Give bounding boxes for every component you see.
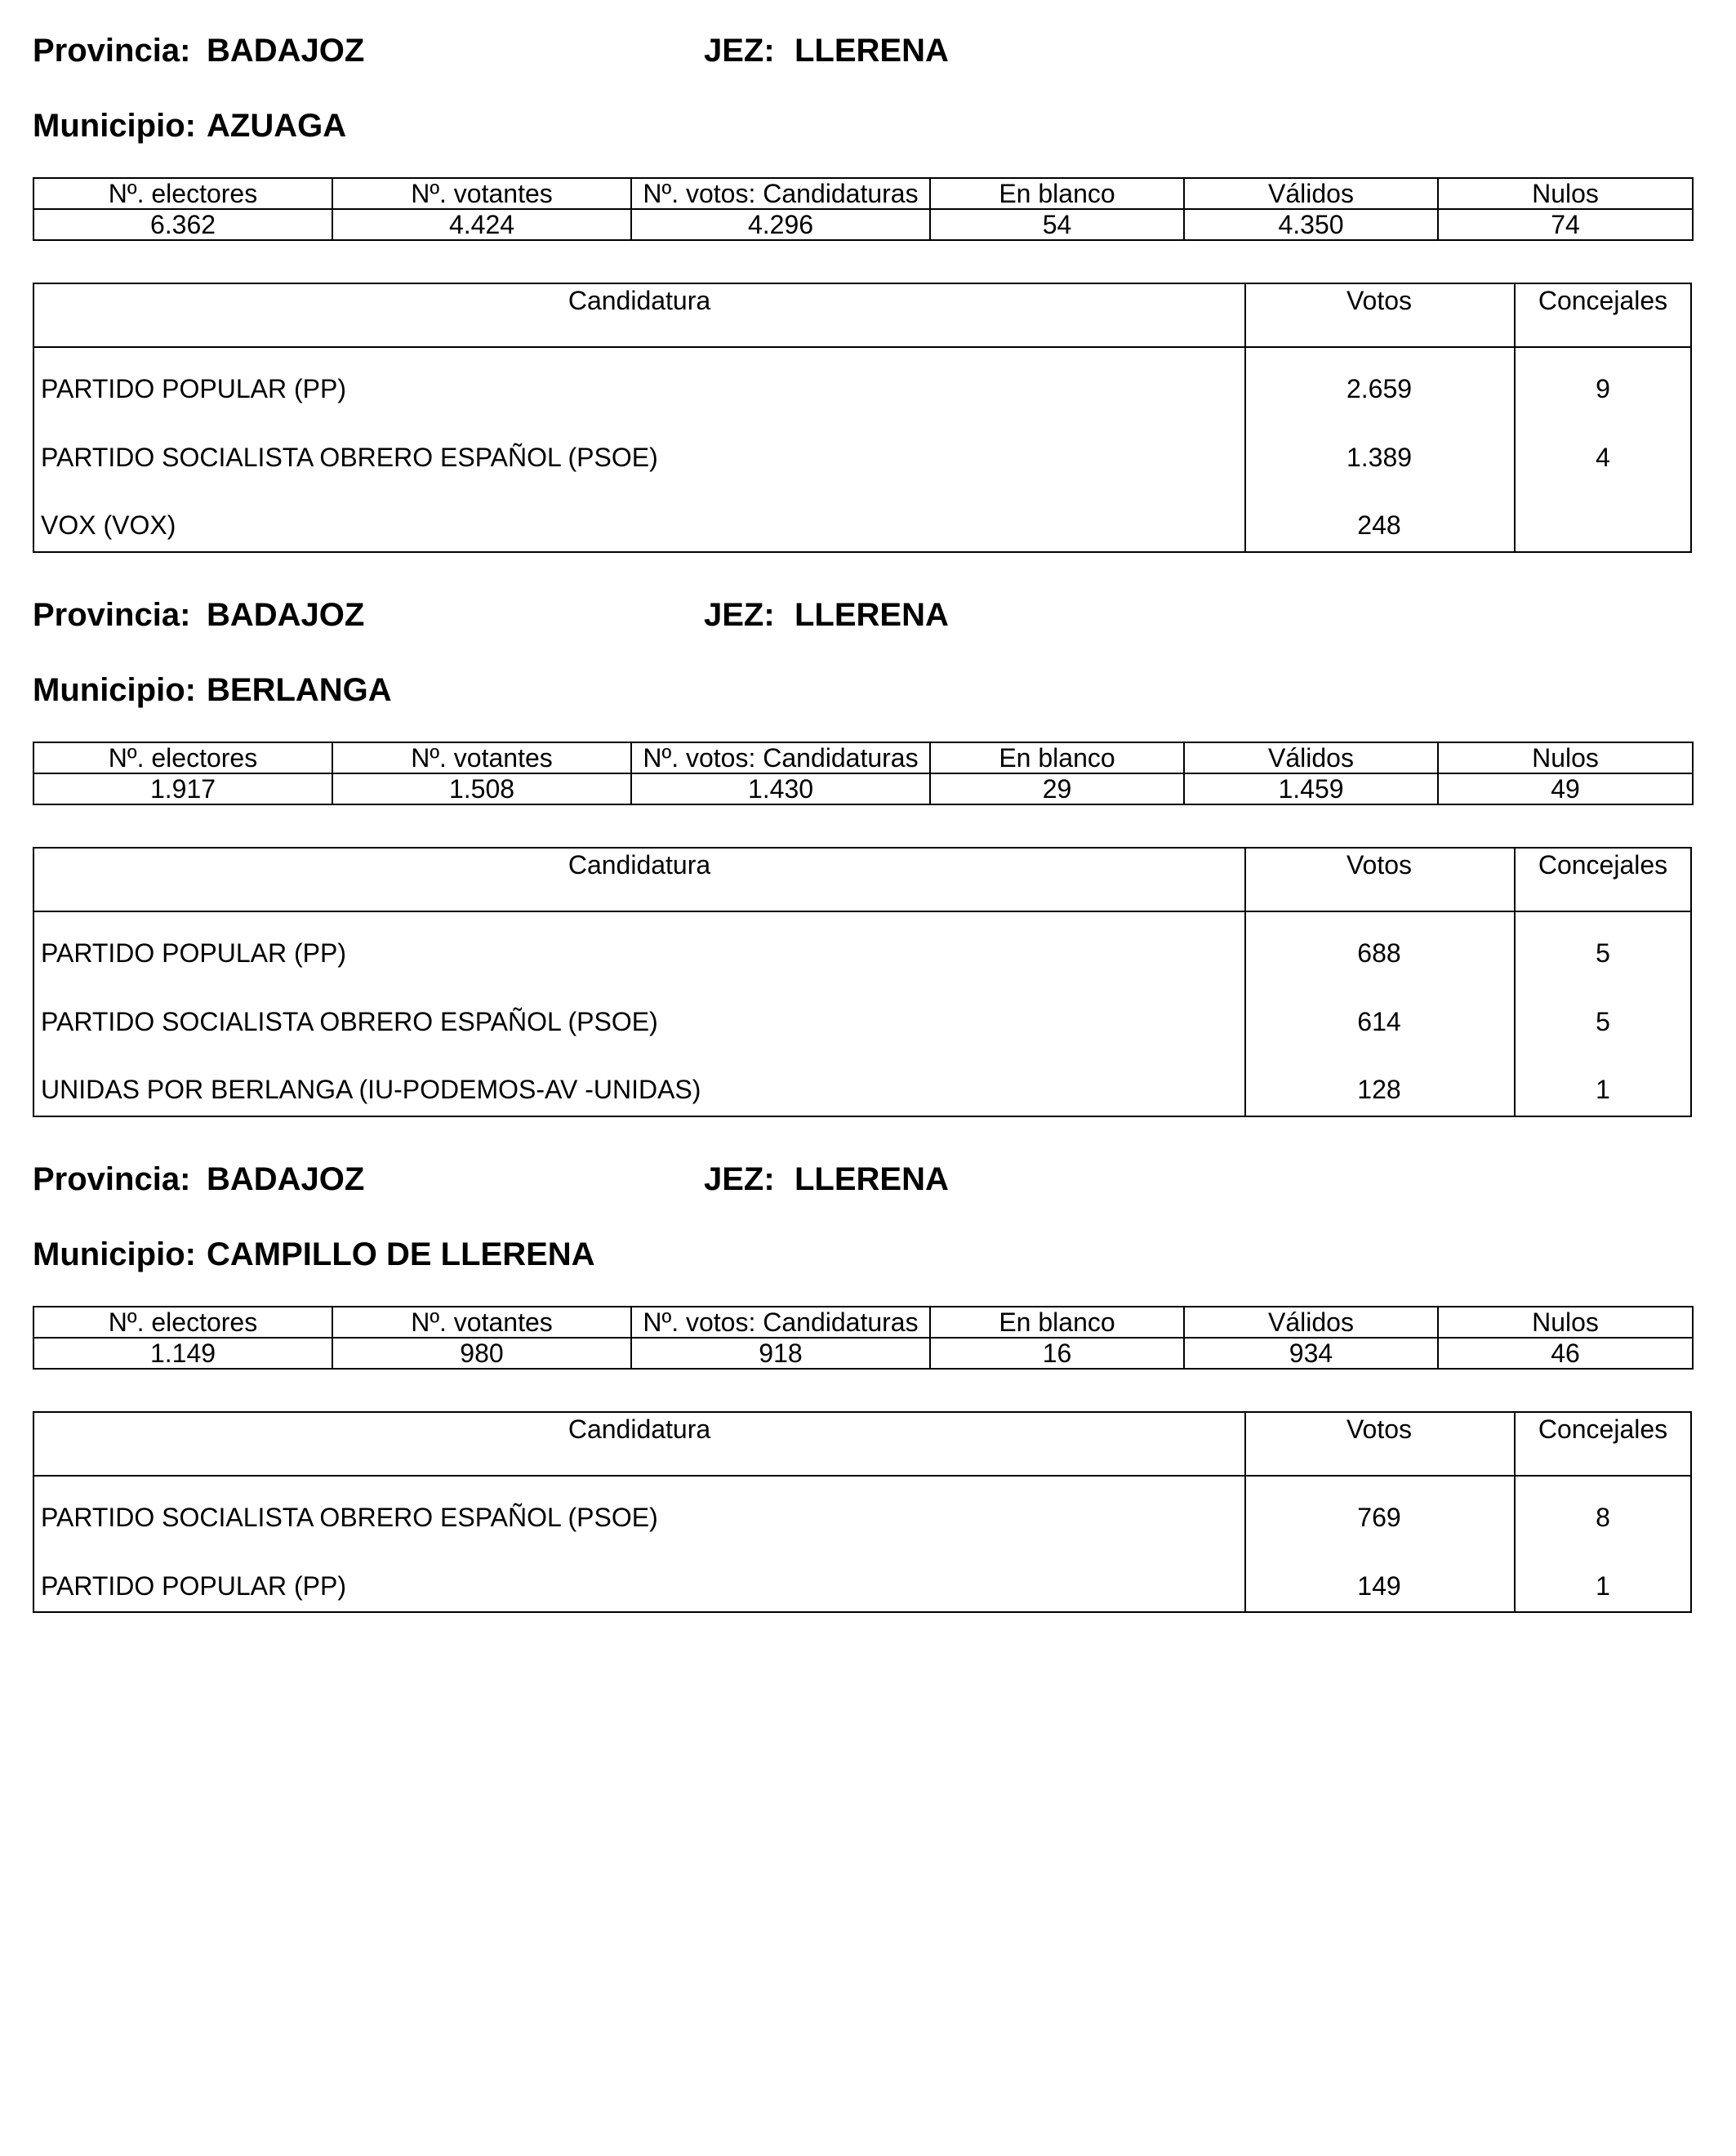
- concejales-header: Concejales: [1538, 850, 1668, 880]
- stats-value-row: [33, 773, 1693, 804]
- candidate-row: [34, 372, 1690, 405]
- candidates-table: [33, 283, 1692, 553]
- validos-header: Válidos: [1184, 178, 1438, 209]
- candidate-concejales: 8: [1596, 1503, 1610, 1532]
- votos-header: Votos: [1346, 1414, 1413, 1444]
- provincia-value: BADAJOZ: [207, 1161, 365, 1197]
- municipio-value: BERLANGA: [207, 672, 392, 708]
- candidate-name: PARTIDO POPULAR (PP): [41, 1571, 346, 1601]
- votos-candidaturas-value: 918: [631, 1338, 930, 1369]
- votantes-value: 980: [332, 1338, 631, 1369]
- candidate-name: PARTIDO SOCIALISTA OBRERO ESPAÑOL (PSOE): [41, 443, 658, 472]
- candidate-votes: 614: [1357, 1007, 1401, 1036]
- concejales-header: Concejales: [1538, 286, 1668, 315]
- header-divider: [34, 346, 1690, 348]
- validos-header: Válidos: [1184, 742, 1438, 773]
- candidate-row: [34, 937, 1690, 969]
- jez-label: JEZ:: [704, 33, 775, 69]
- candidate-name: PARTIDO SOCIALISTA OBRERO ESPAÑOL (PSOE): [41, 1503, 658, 1532]
- candidate-votes: 149: [1357, 1571, 1401, 1601]
- candidate-concejales: 5: [1596, 1007, 1610, 1036]
- nulos-value: 74: [1438, 209, 1693, 240]
- electores-value: 1.917: [33, 773, 332, 804]
- nulos-value: 46: [1438, 1338, 1693, 1369]
- stats-table: [33, 742, 1694, 805]
- municipio-value: CAMPILLO DE LLERENA: [207, 1236, 595, 1272]
- candidatura-header: Candidatura: [568, 850, 711, 880]
- provincia-label: Provincia:: [33, 1161, 191, 1197]
- votos-candidaturas-value: 1.430: [631, 773, 930, 804]
- candidate-concejales: 5: [1596, 938, 1610, 968]
- candidates-table: [33, 1411, 1692, 1613]
- candidatura-header: Candidatura: [568, 1414, 711, 1444]
- stats-value-row: [33, 209, 1693, 240]
- votantes-value: 1.508: [332, 773, 631, 804]
- votos-header: Votos: [1346, 850, 1413, 880]
- electores-value: 6.362: [33, 209, 332, 240]
- electores-header: Nº. electores: [33, 178, 332, 209]
- municipio-value: AZUAGA: [207, 108, 347, 144]
- votantes-header: Nº. votantes: [332, 742, 631, 773]
- provincia-label: Provincia:: [33, 33, 191, 69]
- en-blanco-header: En blanco: [930, 742, 1184, 773]
- jez-label: JEZ:: [704, 1161, 775, 1197]
- validos-value: 934: [1184, 1338, 1438, 1369]
- candidate-concejales: 9: [1596, 374, 1610, 403]
- municipio-label: Municipio:: [33, 672, 196, 708]
- candidate-votes: 248: [1357, 510, 1401, 540]
- electores-header: Nº. electores: [33, 1307, 332, 1338]
- votos-candidaturas-header: Nº. votos: Candidaturas: [631, 742, 930, 773]
- candidate-name: PARTIDO POPULAR (PP): [41, 374, 346, 403]
- candidate-row: [34, 441, 1690, 474]
- candidate-votes: 1.389: [1346, 443, 1413, 472]
- candidate-row: [34, 1073, 1690, 1106]
- candidate-votes: 128: [1357, 1075, 1401, 1104]
- candidate-votes: 688: [1357, 938, 1401, 968]
- candidate-concejales: 1: [1596, 1075, 1610, 1104]
- candidate-name: UNIDAS POR BERLANGA (IU-PODEMOS-AV -UNIDAS): [41, 1075, 701, 1104]
- validos-header: Válidos: [1184, 1307, 1438, 1338]
- candidate-name: PARTIDO SOCIALISTA OBRERO ESPAÑOL (PSOE): [41, 1007, 658, 1036]
- municipio-label: Municipio:: [33, 108, 196, 144]
- validos-value: 4.350: [1184, 209, 1438, 240]
- en-blanco-value: 54: [930, 209, 1184, 240]
- header-divider: [34, 1475, 1690, 1477]
- electores-value: 1.149: [33, 1338, 332, 1369]
- candidate-concejales: 1: [1596, 1571, 1610, 1601]
- jez-value: LLERENA: [795, 33, 949, 69]
- nulos-header: Nulos: [1438, 1307, 1693, 1338]
- votos-candidaturas-header: Nº. votos: Candidaturas: [631, 178, 930, 209]
- stats-table: [33, 177, 1694, 241]
- votantes-value: 4.424: [332, 209, 631, 240]
- en-blanco-value: 29: [930, 773, 1184, 804]
- provincia-label: Provincia:: [33, 597, 191, 633]
- nulos-value: 49: [1438, 773, 1693, 804]
- provincia-value: BADAJOZ: [207, 597, 365, 633]
- en-blanco-header: En blanco: [930, 1307, 1184, 1338]
- votos-candidaturas-header: Nº. votos: Candidaturas: [631, 1307, 930, 1338]
- candidatura-header: Candidatura: [568, 286, 711, 315]
- candidate-row: [34, 1005, 1690, 1038]
- stats-value-row: [33, 1338, 1693, 1369]
- jez-label: JEZ:: [704, 597, 775, 633]
- candidate-name: PARTIDO POPULAR (PP): [41, 938, 346, 968]
- candidate-row: [34, 509, 1690, 541]
- header-divider: [34, 911, 1690, 912]
- votos-header: Votos: [1346, 286, 1413, 315]
- jez-value: LLERENA: [795, 597, 949, 633]
- votantes-header: Nº. votantes: [332, 1307, 631, 1338]
- stats-header-row: [33, 1307, 1693, 1338]
- candidate-row: [34, 1570, 1690, 1602]
- votos-candidaturas-value: 4.296: [631, 209, 930, 240]
- validos-value: 1.459: [1184, 773, 1438, 804]
- stats-table: [33, 1306, 1694, 1370]
- candidate-name: VOX (VOX): [41, 510, 176, 540]
- candidates-table: [33, 847, 1692, 1117]
- en-blanco-header: En blanco: [930, 178, 1184, 209]
- stats-header-row: [33, 178, 1693, 209]
- candidate-votes: 2.659: [1346, 374, 1413, 403]
- jez-value: LLERENA: [795, 1161, 949, 1197]
- nulos-header: Nulos: [1438, 742, 1693, 773]
- nulos-header: Nulos: [1438, 178, 1693, 209]
- candidate-row: [34, 1501, 1690, 1534]
- provincia-value: BADAJOZ: [207, 33, 365, 69]
- votantes-header: Nº. votantes: [332, 178, 631, 209]
- en-blanco-value: 16: [930, 1338, 1184, 1369]
- concejales-header: Concejales: [1538, 1414, 1668, 1444]
- electores-header: Nº. electores: [33, 742, 332, 773]
- candidate-concejales: 4: [1596, 443, 1610, 472]
- stats-header-row: [33, 742, 1693, 773]
- municipio-label: Municipio:: [33, 1236, 196, 1272]
- candidate-votes: 769: [1357, 1503, 1401, 1532]
